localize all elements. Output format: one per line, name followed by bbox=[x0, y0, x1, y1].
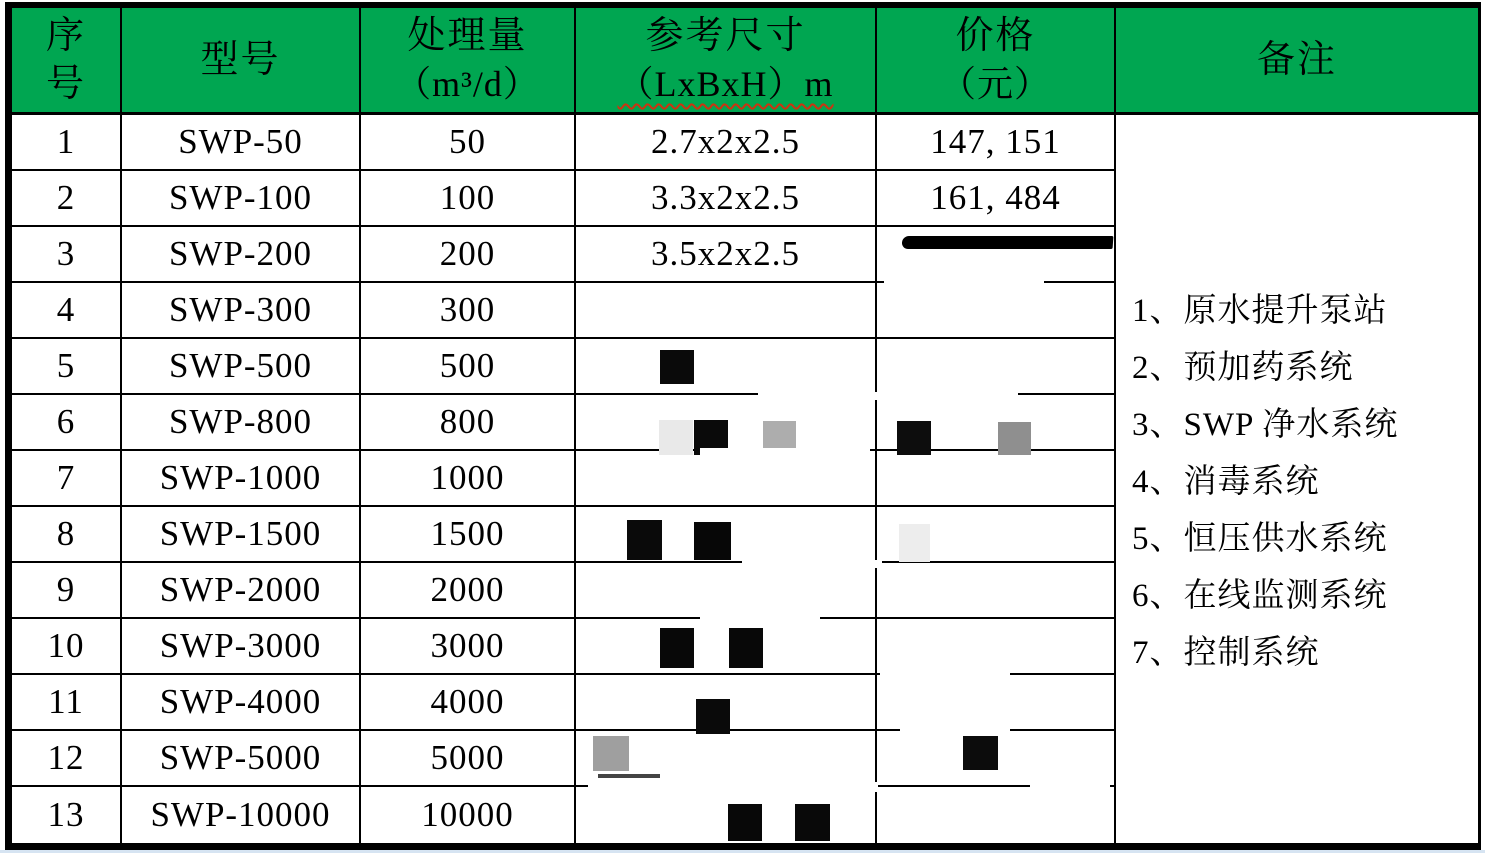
remark-item: 6、在线监测系统 bbox=[1132, 578, 1388, 614]
remark-item: 1、原水提升泵站 bbox=[1132, 293, 1388, 329]
cell-serial: 9 bbox=[12, 563, 122, 619]
header-serial-line1: 序 bbox=[45, 15, 86, 57]
remark-item: 3、SWP 净水系统 bbox=[1132, 407, 1399, 443]
cell-capacity: 10000 bbox=[361, 787, 576, 843]
cell-model: SWP-1000 bbox=[122, 451, 361, 507]
cell-capacity: 1500 bbox=[361, 507, 576, 563]
cell-price bbox=[877, 787, 1116, 843]
header-serial bbox=[12, 8, 122, 115]
cell-model: SWP-2000 bbox=[122, 563, 361, 619]
cell-price bbox=[877, 395, 1116, 451]
cell-model: SWP-500 bbox=[122, 339, 361, 395]
cell-capacity: 3000 bbox=[361, 619, 576, 675]
cell-serial: 8 bbox=[12, 507, 122, 563]
cell-model: SWP-10000 bbox=[122, 787, 361, 843]
cell-capacity: 5000 bbox=[361, 731, 576, 787]
cell-capacity: 200 bbox=[361, 227, 576, 283]
cell-dimensions bbox=[576, 339, 877, 395]
remark-item: 2、预加药系统 bbox=[1132, 350, 1354, 386]
cell-dimensions: 2.7x2x2.5 bbox=[576, 115, 877, 171]
cell-serial: 6 bbox=[12, 395, 122, 451]
remark-item: 4、消毒系统 bbox=[1132, 464, 1320, 500]
cell-price bbox=[877, 339, 1116, 395]
remarks-merged-cell bbox=[1116, 115, 1478, 843]
cell-price: 147, 151 bbox=[877, 115, 1116, 171]
header-remarks-label: 备注 bbox=[1256, 39, 1337, 81]
header-model bbox=[122, 8, 361, 115]
cell-capacity: 500 bbox=[361, 339, 576, 395]
remark-item: 5、恒压供水系统 bbox=[1132, 521, 1388, 557]
header-dimensions-unit: （LxBxH）m bbox=[617, 64, 834, 104]
cell-serial: 13 bbox=[12, 787, 122, 843]
cell-serial: 11 bbox=[12, 675, 122, 731]
remark-item: 7、控制系统 bbox=[1132, 635, 1320, 671]
header-capacity bbox=[361, 8, 576, 115]
header-capacity-unit: （m³/d） bbox=[395, 64, 540, 104]
cell-dimensions bbox=[576, 451, 877, 507]
cell-serial: 3 bbox=[12, 227, 122, 283]
cell-price bbox=[877, 619, 1116, 675]
header-remarks bbox=[1116, 8, 1478, 115]
header-model-label: 型号 bbox=[200, 39, 281, 81]
cell-model: SWP-4000 bbox=[122, 675, 361, 731]
cell-serial: 5 bbox=[12, 339, 122, 395]
cell-dimensions: 3.3x2x2.5 bbox=[576, 171, 877, 227]
cell-dimensions bbox=[576, 675, 877, 731]
cell-model: SWP-200 bbox=[122, 227, 361, 283]
header-price-unit: （元） bbox=[939, 64, 1051, 104]
cell-dimensions bbox=[576, 563, 877, 619]
cell-capacity: 2000 bbox=[361, 563, 576, 619]
cell-dimensions bbox=[576, 507, 877, 563]
cell-model: SWP-1500 bbox=[122, 507, 361, 563]
cell-model: SWP-800 bbox=[122, 395, 361, 451]
cell-model: SWP-3000 bbox=[122, 619, 361, 675]
cell-price bbox=[877, 675, 1116, 731]
cell-model: SWP-100 bbox=[122, 171, 361, 227]
header-price bbox=[877, 8, 1116, 115]
cell-dimensions bbox=[576, 787, 877, 843]
cell-price: 161, 484 bbox=[877, 171, 1116, 227]
product-price-table bbox=[5, 2, 1481, 850]
cell-serial: 10 bbox=[12, 619, 122, 675]
cell-serial: 7 bbox=[12, 451, 122, 507]
cell-dimensions: 3.5x2x2.5 bbox=[576, 227, 877, 283]
bottom-scan-edge bbox=[0, 850, 1485, 853]
cell-price bbox=[877, 563, 1116, 619]
cell-model: SWP-50 bbox=[122, 115, 361, 171]
cell-dimensions bbox=[576, 283, 877, 339]
header-price-line1: 价格 bbox=[955, 15, 1036, 57]
cell-serial: 4 bbox=[12, 283, 122, 339]
cell-serial: 2 bbox=[12, 171, 122, 227]
cell-capacity: 300 bbox=[361, 283, 576, 339]
cell-price bbox=[877, 731, 1116, 787]
cell-price bbox=[877, 283, 1116, 339]
cell-price bbox=[877, 227, 1116, 283]
cell-model: SWP-5000 bbox=[122, 731, 361, 787]
cell-capacity: 50 bbox=[361, 115, 576, 171]
cell-capacity: 1000 bbox=[361, 451, 576, 507]
cell-price bbox=[877, 507, 1116, 563]
cell-serial: 12 bbox=[12, 731, 122, 787]
cell-price bbox=[877, 451, 1116, 507]
cell-capacity: 100 bbox=[361, 171, 576, 227]
cell-dimensions bbox=[576, 731, 877, 787]
header-dimensions bbox=[576, 8, 877, 115]
cell-dimensions bbox=[576, 619, 877, 675]
header-dimensions-line1: 参考尺寸 bbox=[645, 15, 806, 57]
cell-capacity: 4000 bbox=[361, 675, 576, 731]
cell-serial: 1 bbox=[12, 115, 122, 171]
cell-capacity: 800 bbox=[361, 395, 576, 451]
header-serial-line2: 号 bbox=[45, 63, 86, 105]
header-capacity-line1: 处理量 bbox=[407, 15, 528, 57]
cell-dimensions bbox=[576, 395, 877, 451]
cell-model: SWP-300 bbox=[122, 283, 361, 339]
